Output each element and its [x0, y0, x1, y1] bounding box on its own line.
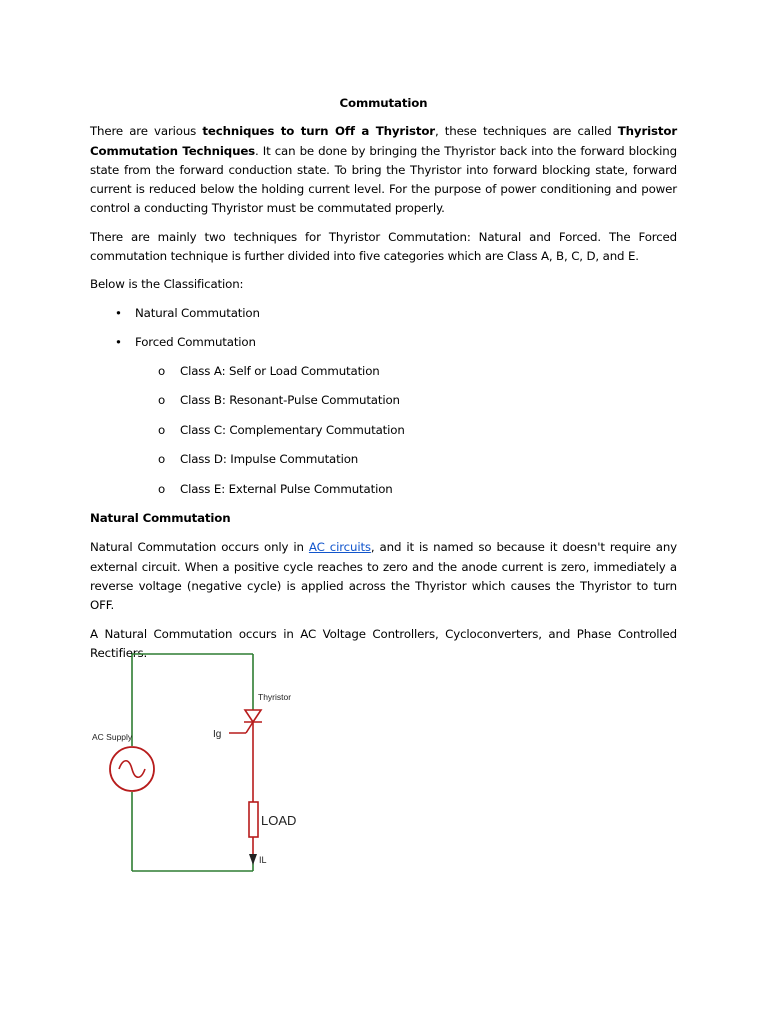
ac-supply-label: AC Supply [92, 732, 133, 742]
list-item-label: Class D: Impulse Commutation [180, 452, 359, 467]
load-current-arrow-icon [249, 854, 257, 871]
load-current-label: IL [259, 855, 267, 865]
thyristor-label: Thyristor [258, 692, 292, 702]
bullet-icon: • [115, 305, 122, 320]
ac-source-icon [110, 747, 154, 791]
circuit-wires [132, 654, 253, 871]
classification-intro: Below is the Classification: [90, 277, 244, 292]
list-item-label: Natural Commutation [135, 305, 260, 320]
document-body [90, 94, 677, 672]
list-item [90, 362, 677, 381]
circle-bullet-icon: o [158, 452, 166, 467]
list-item [90, 333, 677, 352]
list-item-label: Class E: External Pulse Commutation [180, 481, 393, 496]
list-item [90, 450, 677, 469]
intro-text-3: . It can be done by bringing the Thyristor back into the forward blocking state from the forward conduction state. To bring the Thyristor into forward blocking state, forward current is reduced below the holding current level. For the purpose of power conditioning and power control a conducting Thyristor must be commutated properly. [90, 143, 677, 216]
natural-text-2: , and it is named so because it doesn't require any external circuit. When a positive cycle reaches to zero and the anode current is zero, immediately a reverse voltage (negative cycle) is applied across the Thyristor which causes the Thyristor to turn OFF. [90, 540, 677, 613]
circle-bullet-icon: o [158, 422, 166, 437]
circle-bullet-icon: o [158, 393, 166, 408]
intro-bold-2: Thyristor Commutation Techniques [90, 124, 677, 158]
circle-bullet-icon: o [158, 363, 166, 378]
forced-class-list [90, 362, 677, 499]
circle-bullet-icon: o [158, 481, 166, 496]
list-item-label: Forced Commutation [135, 334, 256, 349]
section-heading-natural: Natural Commutation [90, 511, 231, 526]
ac-circuits-link[interactable]: AC circuits [308, 540, 371, 555]
natural-text-1: Natural Commutation occurs only in [90, 540, 309, 555]
bullet-icon: • [115, 334, 122, 349]
intro-text-2: , these techniques are called [434, 124, 618, 139]
intro-bold-1: techniques to turn Off a Thyristor [202, 124, 435, 139]
techniques-paragraph: There are mainly two techniques for Thyristor Commutation: Natural and Forced. The Forced commutation technique is further divided into five categories which are Class A, B, C, D, and E. [90, 229, 677, 264]
list-item-label: Class B: Resonant-Pulse Commutation [180, 393, 400, 408]
intro-paragraph [90, 122, 677, 218]
natural-commutation-circuit-diagram [88, 648, 318, 880]
list-item [90, 480, 677, 499]
gate-current-label: Ig [213, 729, 222, 740]
intro-text-1: There are various [90, 124, 203, 139]
list-item [90, 421, 677, 440]
natural-paragraph [90, 538, 677, 615]
load-label: LOAD [261, 813, 297, 828]
list-item-label: Class C: Complementary Commutation [180, 422, 405, 437]
classification-list [90, 304, 677, 352]
page-title: Commutation [339, 96, 428, 110]
load-resistor-icon [249, 802, 258, 854]
thyristor-icon [229, 710, 262, 802]
list-item [90, 304, 677, 323]
list-item-label: Class A: Self or Load Commutation [180, 363, 380, 378]
list-item [90, 391, 677, 410]
applications-paragraph: A Natural Commutation occurs in AC Voltage Controllers, Cycloconverters, and Phase Controlled Rectifiers. [90, 626, 677, 660]
